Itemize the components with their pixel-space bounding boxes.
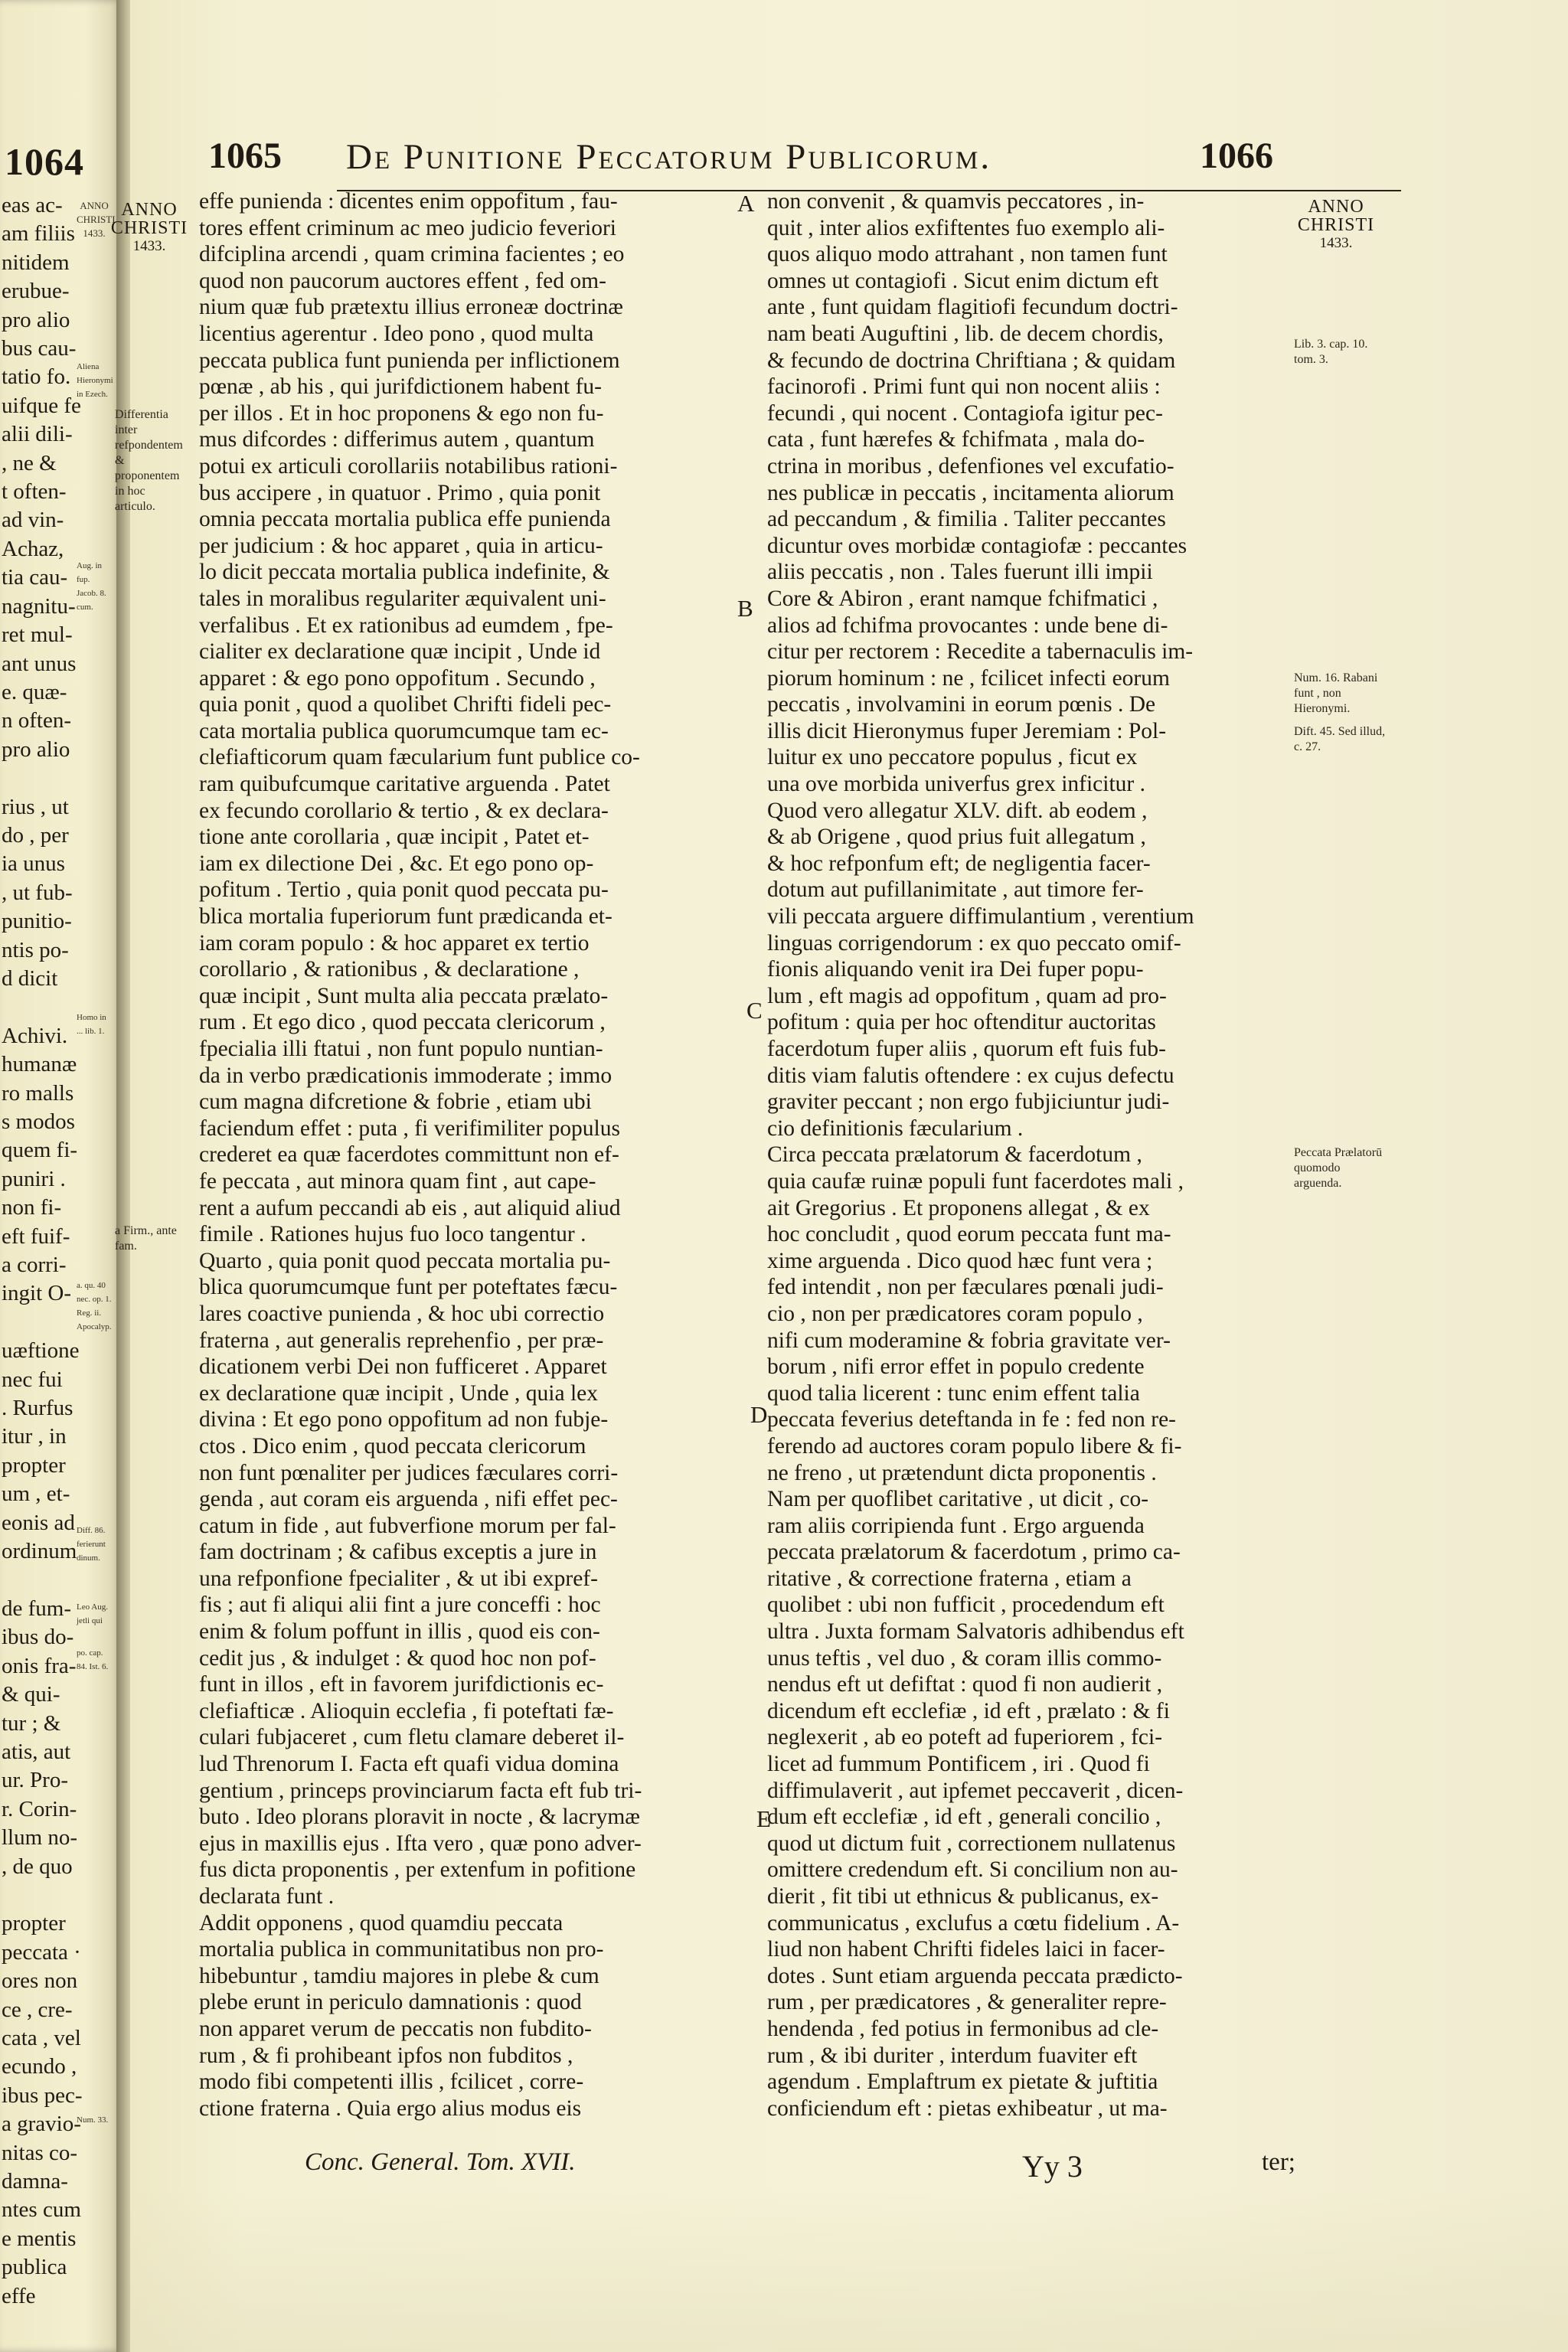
- margin-note: ANNO CHRISTI 1433.: [77, 200, 116, 239]
- previous-page-number: 1064: [5, 140, 84, 183]
- text-line: nitas co-: [2, 2140, 78, 2165]
- text-line: lo dicit peccata mortalia publica indefinite, &: [199, 560, 610, 585]
- text-line: ctos . Dico enim , quod peccata clericorum: [199, 1433, 586, 1459]
- margin-note: Diff. 86. ferierunt dinum.: [77, 1526, 106, 1563]
- text-line: plebe erunt in periculo damnationis : quod: [199, 1990, 582, 2015]
- text-line: licentius agerentur . Ideo pono , quod multa: [199, 321, 594, 346]
- text-line: mus difcordes : differimus autem , quantum: [199, 427, 595, 452]
- text-line: peccata publica funt punienda per inflictionem: [199, 348, 620, 373]
- text-line: non funt pœnaliter per judices fæculares corri-: [199, 1460, 619, 1485]
- text-line: fe peccata , aut minora quam fint , aut cape-: [199, 1168, 596, 1194]
- text-line: & fecundo de doctrina Chriftiana ; & quidam: [767, 348, 1176, 373]
- text-line: peccata ·: [2, 1939, 81, 1965]
- text-line: rum , per prædicatores , & generaliter repre-: [767, 1990, 1167, 2015]
- text-line: nitidem: [2, 250, 70, 275]
- text-line: ante , funt quidam flagitiofi fecundum doctri-: [767, 295, 1178, 320]
- text-line: quod ut dictum fuit , correctionem nullatenus: [767, 1831, 1176, 1856]
- text-line: quos aliquo modo attrahant , non tamen funt: [767, 242, 1168, 267]
- text-line: ur. Pro-: [2, 1768, 68, 1793]
- text-line: clefiafticæ . Alioquin ecclefia , fi poteftati fæ-: [199, 1698, 614, 1723]
- text-line: Circa peccata prælatorum & facerdotum ,: [767, 1142, 1142, 1168]
- text-line: pœnæ , ab his , qui jurifdictionem habent fu-: [199, 374, 602, 400]
- text-line: apparet : & ego pono oppofitum . Secundo ,: [199, 665, 596, 691]
- text-line: clefiafticorum quam fæcularium funt publice co-: [199, 745, 640, 770]
- text-line: [2, 1308, 86, 1337]
- text-line: cata mortalia publica quorumcumque tam ec-: [199, 718, 609, 743]
- year-tag-label: ANNO: [1308, 197, 1364, 217]
- text-line: neglexerit , ab eo poteft ad fuperiorem , fci-: [767, 1725, 1163, 1750]
- text-line: fis ; aut fi aliqui alii fint a jure conceffi : hoc: [199, 1592, 601, 1618]
- text-line: omnia peccata mortalia publica effe punienda: [199, 507, 611, 532]
- text-line: cata , funt hærefes & fchifmata , mala do-: [767, 427, 1145, 452]
- text-line: quem fi-: [2, 1138, 78, 1163]
- text-line: e mentis: [2, 2226, 77, 2251]
- text-line: quod talia licerent : tunc enim effent talia: [767, 1380, 1140, 1406]
- text-line: peccatis , involvamini in eorum pœnis . De: [767, 692, 1156, 717]
- text-line: cedit jus , & indulget : & quod hoc non pof-: [199, 1645, 596, 1671]
- text-line: ritative , & correctione fraterna , etiam a: [767, 1566, 1132, 1591]
- text-line: ibus pec-: [2, 2082, 83, 2108]
- margin-note: Homo in ... lib. 1.: [77, 1013, 106, 1036]
- letter-marker: B: [737, 595, 753, 622]
- text-line: dicationem verbi Dei non fufficeret . Apparet: [199, 1354, 607, 1380]
- text-line: fionis aliquando venit ira Dei fuper popu-: [767, 957, 1144, 982]
- text-line: pro alio: [2, 737, 70, 762]
- text-line: effe punienda : dicentes enim oppofitum , fau-: [199, 189, 618, 214]
- text-line: licet ad fummum Pontificem , iri . Quod fi: [767, 1752, 1150, 1777]
- text-line: rum , & ibi duriter , interdum fuaviter eft: [767, 2043, 1138, 2068]
- text-line: da in verbo prædicationis immoderate ; immo: [199, 1063, 612, 1088]
- text-line: linguas corrigendorum : ex quo peccato omif-: [767, 930, 1181, 956]
- text-column-right: [767, 188, 1395, 2122]
- text-line: cialiter ex declaratione quæ incipit , Unde id: [199, 639, 601, 665]
- text-line: liud non habent Chrifti fideles laici in facer-: [767, 1937, 1165, 1962]
- text-line: ctrina in moribus , defenfiones vel excufatio-: [767, 453, 1174, 479]
- text-line: piorum hominum : ne , fcilicet infecti eorum: [767, 665, 1170, 691]
- text-line: damna-: [2, 2169, 68, 2194]
- text-line: propter: [2, 1452, 66, 1478]
- text-line: unus teftis , vel duo , & coram illis commo-: [767, 1645, 1162, 1671]
- text-line: humanæ: [2, 1052, 77, 1077]
- text-line: llum no-: [2, 1825, 78, 1851]
- text-line: rent a aufum peccandi ab eis , aut aliquid aliud: [199, 1195, 621, 1220]
- page-number-right: 1066: [1200, 136, 1273, 176]
- text-line: gentium , princeps provinciarum facta eft fub tri-: [199, 1778, 642, 1803]
- year-tag-left: [107, 201, 191, 256]
- text-line: Achaz,: [2, 536, 64, 561]
- text-line: lum , eft magis ad oppofitum , quam ad pro-: [767, 983, 1167, 1008]
- text-line: erubue-: [2, 279, 70, 304]
- text-line: & hoc refponfum eft; de negligentia facer-: [767, 851, 1151, 876]
- text-line: [2, 1566, 86, 1595]
- text-line: luitur ex uno peccatore populus , ficut ex: [767, 745, 1138, 770]
- text-line: hendenda , fed potius in fermonibus ad cle-: [767, 2016, 1159, 2041]
- text-line: Quarto , quia ponit quod peccata mortalia pu-: [199, 1248, 611, 1273]
- text-line: , ut fub-: [2, 880, 73, 905]
- text-line: hibebuntur , tamdiu majores in plebe & cum: [199, 1963, 599, 1988]
- main-page: [110, 0, 1568, 2352]
- running-header: [130, 130, 1568, 184]
- text-line: cata , vel: [2, 2026, 81, 2050]
- text-line: communicatus , exclufus a cœtu fidelium . A-: [767, 1910, 1180, 1936]
- text-line: fus dicta proponentis , per extenfum in pofitione: [199, 1857, 636, 1883]
- text-line: culari fubjaceret , cum fletu clamare deberet il-: [199, 1725, 625, 1750]
- side-note: Differentia inter refpondentem & proponentem in hoc articulo.: [115, 408, 183, 513]
- text-line: s modos: [2, 1109, 75, 1134]
- text-line: onis fra-: [2, 1653, 77, 1678]
- margin-note: po. cap. 84. Ist. 6.: [77, 1648, 109, 1671]
- text-line: nes publicæ in peccatis , incitamenta aliorum: [767, 480, 1174, 505]
- letter-marker: D: [750, 1401, 768, 1428]
- text-line: Addit opponens , quod quamdiu peccata: [199, 1910, 564, 1936]
- text-line: uæftione: [2, 1338, 80, 1364]
- text-line: divina : Et ego pono oppofitum ad non fubje-: [199, 1407, 609, 1432]
- text-line: funt in illos , eft in favorem jurifdictionis ec-: [199, 1672, 604, 1697]
- text-column-left: [199, 188, 835, 2122]
- text-line: eonis ad: [2, 1510, 75, 1535]
- text-line: iam coram populo : & hoc apparet ex tertio: [199, 930, 590, 956]
- letter-marker: C: [746, 997, 763, 1024]
- text-line: & qui-: [2, 1682, 60, 1707]
- text-line: non convenit , & quamvis peccatores , in-: [767, 189, 1145, 214]
- text-line: bus accipere , in quatuor . Primo , quia ponit: [199, 480, 601, 505]
- text-line: potui ex articuli corollariis notabilibus rationi-: [199, 453, 618, 479]
- text-line: de fum-: [2, 1596, 71, 1621]
- text-line: vili peccata arguere diffimulantium , verentium: [767, 904, 1194, 929]
- text-line: ecundo ,: [2, 2054, 77, 2079]
- text-line: genda , aut coram eis arguenda , nifi effet pec-: [199, 1487, 618, 1512]
- text-line: eas ac-: [2, 193, 63, 217]
- text-line: peccata prælatorum & facerdotum , primo ca-: [767, 1540, 1181, 1565]
- text-line: tur ; &: [2, 1710, 61, 1736]
- previous-page: [0, 0, 122, 2352]
- text-line: diffimulaverit , aut ipfemet peccaverit , dicen-: [767, 1778, 1184, 1803]
- text-line: modo fibi competenti illis , fcilicet , corre-: [199, 2069, 584, 2095]
- text-line: Achivi.: [2, 1023, 68, 1048]
- catchword: ter;: [1262, 2148, 1295, 2176]
- text-line: tores effent criminum ac meo judicio feveriori: [199, 215, 617, 240]
- text-line: facinorofi . Primi funt qui non nocent aliis :: [767, 374, 1161, 400]
- text-line: nendus eft ut defiftat : quod fi non audierit ,: [767, 1672, 1163, 1697]
- margin-note: Leo Aug. jetli qui: [77, 1602, 108, 1625]
- text-line: & ab Origene , quod prius fuit allegatum ,: [767, 825, 1146, 850]
- text-line: quod non paucorum auctores effent , fed om-: [199, 268, 606, 293]
- side-note: Num. 16. Rabani funt , non Hieronymi.: [1294, 671, 1378, 715]
- text-line: per illos . Et in hoc proponens & ego non fu-: [199, 400, 604, 426]
- text-line: alii dili-: [2, 422, 73, 447]
- text-line: faciendum effet : puta , fi verifimiliter populus: [199, 1116, 620, 1141]
- text-line: d dicit: [2, 965, 58, 991]
- text-line: ant unus: [2, 651, 77, 676]
- side-note: Dift. 45. Sed illud, c. 27.: [1294, 725, 1386, 753]
- previous-page-text: [2, 191, 86, 2311]
- text-line: cum magna difcretione & fobrie , etiam ubi: [199, 1089, 592, 1115]
- text-line: difciplina arcendi , quam crimina facientes ; eo: [199, 242, 625, 267]
- text-line: ferendo ad auctores coram populo libere & fi-: [767, 1433, 1182, 1459]
- text-line: pro alio: [2, 307, 70, 332]
- text-line: ret mul-: [2, 622, 73, 648]
- text-line: fimile . Rationes hujus fuo loco tangentur .: [199, 1222, 586, 1247]
- text-line: una refponfione fpecialiter , & ut ibi expref-: [199, 1566, 598, 1591]
- text-line: ejus in maxillis ejus . Ifta vero , quæ pono adver-: [199, 1831, 642, 1856]
- text-line: ditis viam falutis oftendere : ex cujus defectu: [767, 1063, 1174, 1088]
- text-line: nifi cum moderamine & fobria gravitate ver-: [767, 1328, 1171, 1353]
- text-line: dotes . Sunt etiam arguenda peccata prædicto-: [767, 1963, 1183, 1988]
- text-line: punitio-: [2, 909, 72, 934]
- text-line: non apparet verum de peccatis non fubdito-: [199, 2016, 592, 2041]
- text-line: catum in fide , aut fubverfione morum per fal-: [199, 1513, 616, 1538]
- text-line: fam doctrinam ; & cafibus exceptis a jure in: [199, 1540, 597, 1565]
- year-tag-sub: CHRISTI: [110, 218, 188, 238]
- text-line: dum eft ecclefiæ , id eft , generali concilio ,: [767, 1805, 1161, 1830]
- text-line: ores non: [2, 1968, 78, 1994]
- text-line: blica mortalia fuperiorum funt prædicanda et-: [199, 904, 612, 929]
- text-line: t often-: [2, 479, 67, 505]
- text-line: propter: [2, 1911, 66, 1936]
- text-line: omnes ut contagiofi . Sicut enim dictum eft: [767, 268, 1159, 293]
- text-line: Nam per quoflibet caritative , ut dicit , co-: [767, 1487, 1149, 1512]
- text-line: bus cau-: [2, 336, 77, 361]
- text-line: eft fuif-: [2, 1223, 70, 1249]
- text-line: agendum . Emplaftrum ex pietate & juftitia: [767, 2069, 1158, 2095]
- text-line: rius , ut: [2, 794, 69, 819]
- text-line: tales in moralibus regulariter æquivalent uni-: [199, 586, 606, 611]
- text-line: omittere credendum eft. Si concilium non au-: [767, 1857, 1178, 1883]
- year-tag-label: ANNO: [121, 200, 178, 220]
- page-title: De Punitione Peccatorum Publicorum.: [346, 137, 992, 177]
- text-line: effe: [2, 2283, 36, 2308]
- text-line: ultra . Juxta formam Salvatoris adhibendus eft: [767, 1619, 1184, 1645]
- text-line: am filiis: [2, 221, 75, 247]
- text-line: quit , inter alios exfiftentes fuo exemplo ali-: [767, 215, 1165, 240]
- text-line: . Rurfus: [2, 1396, 74, 1421]
- text-line: lud Threnorum I. Facta eft quafi vidua domina: [199, 1752, 619, 1777]
- text-line: dicuntur oves morbidæ contagiofæ : peccantes: [767, 533, 1187, 558]
- signature-mark: Yy 3: [1022, 2149, 1083, 2184]
- text-line: blica quorumcumque funt per poteftates fæcu-: [199, 1275, 618, 1300]
- text-line: quia ponit , quod a quolibet Chrifti fideli pec-: [199, 692, 612, 717]
- text-line: Quod vero allegatur XLV. dift. ab eodem ,: [767, 798, 1148, 823]
- side-note: Lib. 3. cap. 10. tom. 3.: [1294, 338, 1368, 366]
- text-line: tione ante corollaria , quæ incipit , Patet et-: [199, 825, 590, 850]
- text-line: xime arguenda . Dico quod hæc funt vera ;: [767, 1248, 1153, 1273]
- year-tag-year: 1433.: [1319, 235, 1353, 251]
- text-line: ait Gregorius . Et proponens allegat , & ex: [767, 1195, 1150, 1220]
- text-line: ce , cre-: [2, 1997, 73, 2022]
- text-line: tia cau-: [2, 565, 68, 590]
- text-line: alios ad fchifma provocantes : unde bene di-: [767, 612, 1168, 638]
- text-line: non fi-: [2, 1195, 62, 1220]
- text-line: nam beati Auguftini , lib. de decem chordis,: [767, 321, 1164, 346]
- text-line: corollario , & rationibus , & declaratione ,: [199, 957, 580, 982]
- margin-note: Aliena Hieronymi in Ezech.: [77, 362, 113, 399]
- margin-note: Aug. in fup. Jacob. 8. cum.: [77, 561, 106, 612]
- text-line: quæ incipit , Sunt multa alia peccata prælato-: [199, 983, 609, 1008]
- letter-marker: E: [756, 1805, 771, 1832]
- margin-note: Num. 33.: [77, 2115, 109, 2125]
- text-line: conficiendum eft : pietas exhibeatur , ut ma-: [767, 2096, 1168, 2121]
- text-line: buto . Ideo plorans ploravit in nocte , & lacrymæ: [199, 1805, 640, 1830]
- text-line: graviter peccant ; non ergo fubjiciuntur judi-: [767, 1089, 1170, 1115]
- text-line: dotum aut pufillanimitate , aut timore fer-: [767, 877, 1144, 903]
- text-line: [2, 993, 86, 1021]
- text-line: nium quæ fub prætextu illius erroneæ doctrinæ: [199, 295, 623, 320]
- text-line: Core & Abiron , erant namque fchifmatici ,: [767, 586, 1158, 611]
- text-line: ex declaratione quæ incipit , Unde , quia lex: [199, 1380, 599, 1406]
- text-line: fecundi , qui nocent . Contagiofa igitur pec-: [767, 400, 1163, 426]
- text-line: declarata funt .: [199, 1884, 335, 1909]
- text-line: quolibet : ubi non fufficit , procedendum eft: [767, 1592, 1165, 1618]
- text-line: ctione fraterna . Quia ergo alius modus eis: [199, 2096, 582, 2121]
- text-line: tatio fo.: [2, 364, 71, 390]
- text-line: facerdotum fuper aliis , quorum eft fuis fub-: [767, 1037, 1167, 1061]
- text-line: , ne &: [2, 450, 57, 475]
- text-line: ram quibufcumque caritative arguenda . Patet: [199, 772, 610, 797]
- text-line: rum . Et ego dico , quod peccata clericorum ,: [199, 1010, 606, 1035]
- text-line: cio definitionis fæcularium .: [767, 1116, 1024, 1141]
- page-number-left: 1065: [208, 136, 282, 176]
- text-line: , de quo: [2, 1854, 73, 1879]
- text-line: ntes cum: [2, 2197, 81, 2223]
- text-line: illis dicit Hieronymus fuper Jeremiam : Pol-: [767, 718, 1167, 743]
- text-line: ne freno , ut prætendunt dicta proponentis .: [767, 1460, 1157, 1485]
- text-line: uifque fe: [2, 393, 81, 418]
- text-line: dicendum eft ecclefiæ , id eft , prælato : & fi: [767, 1698, 1170, 1723]
- text-line: mortalia publica in communitatibus non pro-: [199, 1937, 604, 1962]
- text-line: lares coactive punienda , & hoc ubi correctio: [199, 1301, 605, 1326]
- text-line: ordinum: [2, 1539, 77, 1564]
- text-line: ntis po-: [2, 937, 69, 962]
- text-line: dierit , fit tibi ut ethnicus & publicanus, ex-: [767, 1884, 1159, 1909]
- text-line: cio , non per prædicatores coram populo ,: [767, 1301, 1143, 1326]
- text-line: ia unus: [2, 851, 65, 877]
- text-line: puniri .: [2, 1166, 66, 1191]
- text-line: um , et-: [2, 1481, 70, 1507]
- text-line: publica: [2, 2255, 67, 2280]
- text-line: atis, aut: [2, 1739, 71, 1764]
- text-line: una ove morbida univerfus grex inficitur .: [767, 772, 1145, 797]
- letter-marker: A: [737, 190, 755, 217]
- text-line: e. quæ-: [2, 679, 67, 704]
- side-note: Peccata Prælatorū quomodo arguenda.: [1294, 1146, 1383, 1190]
- text-line: fed intendit , non per fæculares pœnali judi-: [767, 1275, 1164, 1300]
- text-line: crederet ea quæ facerdotes committunt non ef-: [199, 1142, 619, 1168]
- text-line: citur per rectorem : Recedite a tabernaculis im-: [767, 639, 1194, 665]
- text-line: [2, 764, 86, 792]
- text-line: ram aliis corripienda funt . Ergo arguenda: [767, 1513, 1145, 1538]
- text-line: ex fecundo corollario & tertio , & ex declara-: [199, 798, 609, 823]
- text-line: r. Corin-: [2, 1796, 77, 1821]
- text-line: nec fui: [2, 1367, 63, 1392]
- text-line: aliis peccatis , non . Tales fuerunt illi impii: [767, 560, 1153, 585]
- year-tag-year: 1433.: [132, 238, 166, 254]
- text-line: per judicium : & hoc apparet , quia in articu-: [199, 533, 603, 558]
- text-line: rum , & fi prohibeant ipfos non fubditos ,: [199, 2043, 573, 2068]
- text-line: ad vin-: [2, 508, 64, 533]
- text-line: ro malls: [2, 1080, 74, 1106]
- text-line: fpecialia illi ftatui , non funt populo nuntian-: [199, 1037, 603, 1061]
- page-bottom: [130, 2190, 1568, 2352]
- text-line: verfalibus . Et ex rationibus ad eumdem , fpe-: [199, 612, 613, 638]
- text-line: iam ex dilectione Dei , &c. Et ego pono op-: [199, 851, 594, 876]
- text-line: enim & folum poffunt in illis , quod eis con-: [199, 1619, 600, 1645]
- text-line: n often-: [2, 708, 71, 733]
- text-line: pofitum . Tertio , quia ponit quod peccata pu-: [199, 877, 609, 903]
- side-note: a Firm., ante fam.: [115, 1224, 177, 1253]
- margin-note: a. qu. 40 nec. op. 1. Reg. ii. Apocalyp.: [77, 1281, 112, 1331]
- text-line: ibus do-: [2, 1625, 74, 1650]
- text-line: ingit O-: [2, 1281, 72, 1306]
- text-line: fraterna , aut generalis reprehenfio , per præ-: [199, 1328, 604, 1353]
- year-tag-sub: CHRISTI: [1297, 215, 1375, 235]
- text-line: a gravio-: [2, 2112, 81, 2137]
- text-line: [2, 1881, 86, 1909]
- text-line: hoc concludit , quod eorum peccata funt ma-: [767, 1222, 1171, 1247]
- running-footer: Conc. General. Tom. XVII.: [305, 2148, 576, 2176]
- text-line: nagnitu-: [2, 593, 76, 619]
- text-line: ad peccandum , & fimilia . Taliter peccantes: [767, 507, 1166, 532]
- text-line: pofitum : quia per hoc oftenditur auctoritas: [767, 1010, 1156, 1035]
- text-line: do , per: [2, 822, 69, 848]
- text-line: quia caufæ ruinæ populi funt facerdotes mali ,: [767, 1168, 1184, 1194]
- text-line: a corri-: [2, 1253, 67, 1278]
- text-line: peccata feverius deteftanda in fe : fed non re-: [767, 1407, 1176, 1432]
- text-line: itur , in: [2, 1424, 67, 1449]
- text-line: borum , nifi error effet in populo credente: [767, 1354, 1145, 1380]
